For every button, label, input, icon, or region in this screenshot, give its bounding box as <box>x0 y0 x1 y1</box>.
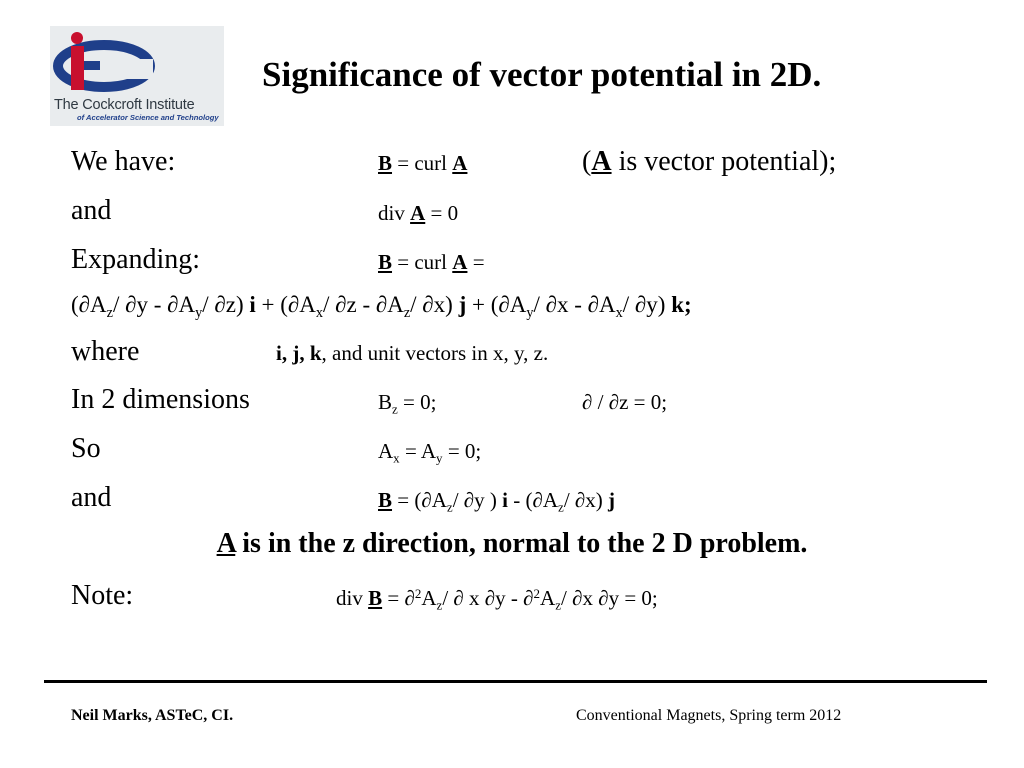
unit-vectors-note: i, j, k, and unit vectors in x, y, z. <box>276 341 549 365</box>
label-and-2: and <box>71 482 112 513</box>
label-so: So <box>71 433 101 464</box>
footer-divider <box>44 680 987 683</box>
label-in-2-dimensions: In 2 dimensions <box>71 384 250 415</box>
equation-div-a: div A = 0 <box>378 201 459 225</box>
equation-b-components: $B = (\partial A_z/$ ∂y ) i - ($\partial A_z/$ ∂x) j <box>378 488 616 515</box>
equation-dz-zero: ∂ / ∂z = 0; <box>582 390 668 414</box>
slide-title: Significance of vector potential in 2D. <box>262 55 822 94</box>
equation-expanding: B = curl A = <box>378 250 485 274</box>
cockcroft-institute-logo <box>50 26 224 126</box>
label-expanding: Expanding: <box>71 244 201 275</box>
logo-name: The Cockcroft Institute <box>54 97 195 113</box>
label-we-have: We have: <box>71 146 176 177</box>
label-note: Note: <box>71 580 134 611</box>
equation-div-b-zero: div $B = \partial^2A_z/$ ∂ x $\partial y - \partial^2A_z/$ ∂x ∂y = 0; <box>336 585 658 613</box>
label-and-1: and <box>71 195 112 226</box>
label-where: where <box>71 336 140 367</box>
equation-b-curl-a: B = curl A <box>378 151 468 175</box>
key-statement: A is in the z direction, normal to the 2 D problem. <box>216 528 808 559</box>
equation-ax-ay-zero: $A_x = A_y = 0$; <box>378 439 482 466</box>
footer-author: Neil Marks, ASTeC, CI. <box>71 707 234 724</box>
curl-expansion: ($\partial A_z/$ $\partial y - \partial A_y/$ ∂z) $i + (\partial A_x/$ $\partial z - \partial A_z/$ ∂x) $j + (\partial A_y/$ $\partial x - \partial A_x/$ ∂y) k; <box>71 292 692 321</box>
footer-course: Conventional Magnets, Spring term 2012 <box>576 707 842 724</box>
vector-potential-note: (A is vector potential); <box>582 146 837 177</box>
logo-subtitle: of Accelerator Science and Technology <box>77 113 219 122</box>
equation-bz-zero: $B_z = 0$; <box>378 390 437 417</box>
